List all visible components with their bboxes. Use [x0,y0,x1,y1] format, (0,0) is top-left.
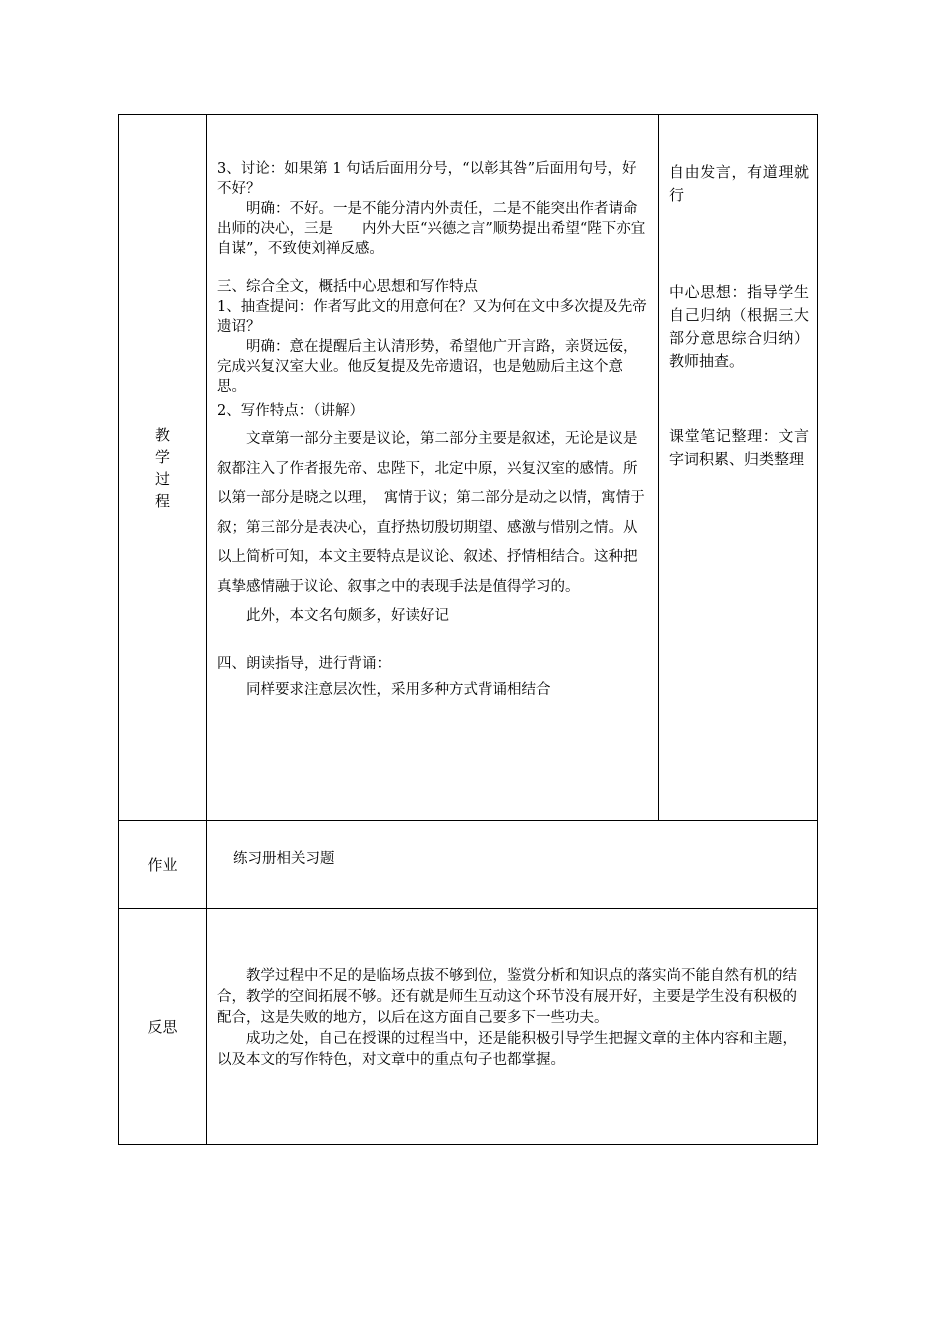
label-char: 过 [154,469,170,488]
famous-lines-note: 此外，本文名句颇多，好读好记 [246,608,449,624]
side-note-class-notes: 课堂笔记整理：文言字词积累、归类整理 [669,427,809,468]
writing-features-text: 文章第一部分主要是议论，第二部分主要是叙述，无论是议是叙都注入了作者报先帝、忠陛下，北定中原，兴复汉室的感情。所以第一部分是晓之以理， 寓情于议；第二部分是动之以情，寓情于叙；第三部分是表决心，直抒热切殷切期望、感激与惜别之情。从以上简析可知，本文主要特点是议论、叙述、抒情相结合。这种把真挚感情融于议论、叙事之中的表现手法是值得学习的。 [217,431,645,595]
homework-text: 练习册相关习题 [233,851,335,867]
reflection-paragraph: 成功之处，自己在授课的过程当中，还是能积极引导学生把握文章的主体内容和主题，以及本文的写作特色，对文章中的重点句子也都掌握。 [217,1031,797,1068]
section-four-title: 四、朗读指导，进行背诵： [217,656,391,672]
homework-label: 作业 [119,821,207,909]
section-three-title: 三、综合全文，概括中心思想和写作特点 [217,279,478,295]
reflection-content [207,909,818,1145]
writing-features-title: 2、写作特点：（讲解） [217,403,364,419]
side-note-free-speech: 自由发言，有道理就行 [669,163,809,204]
label-char: 程 [154,491,170,510]
reflection-label: 反思 [119,909,207,1145]
reflection-row [119,909,818,1145]
reflection-paragraph: 教学过程中不足的是临场点拔不够到位，鉴赏分析和知识点的落实尚不能自然有机的结合，教学的空间拓展不够。还有就是师生互动这个环节没有展开好，主要是学生没有积极的配合，这是失败的地方，以后在这方面自己要多下一些功夫。 [217,968,797,1026]
discussion-answer: 明确：不好。一是不能分清内外责任，二是不能突出作者请命出师的决心，三是 内外大臣“兴德之言”顺势提出希望“陛下亦宜自谋”，不致使刘禅反感。 [217,201,646,257]
lesson-plan-table [118,114,818,1145]
label-char: 学 [154,447,170,466]
teaching-process-content [207,115,659,821]
spot-question: 1、抽查提问：作者写此文的用意何在？又为何在文中多次提及先帝遗诏？ [217,299,647,335]
recitation-guidance: 同样要求注意层次性，采用多种方式背诵相结合 [246,682,551,698]
side-notes [659,115,818,821]
side-note-central-idea: 中心思想：指导学生自己归纳（根据三大部分意思综合归纳）教师抽查。 [669,283,809,370]
label-char: 教 [154,425,170,444]
homework-row [119,821,818,909]
discussion-question: 3、讨论：如果第 1 句话后面用分号，“以彰其咎”后面用句号，好不好？ [217,161,637,197]
homework-content [207,821,818,909]
teaching-process-row [119,115,818,821]
spot-answer: 明确：意在提醒后主认清形势，希望他广开言路，亲贤远佞，完成兴复汉室大业。他反复提及先帝遗诏，也是勉励后主这个意思。 [217,339,638,395]
teaching-process-label [119,115,207,821]
